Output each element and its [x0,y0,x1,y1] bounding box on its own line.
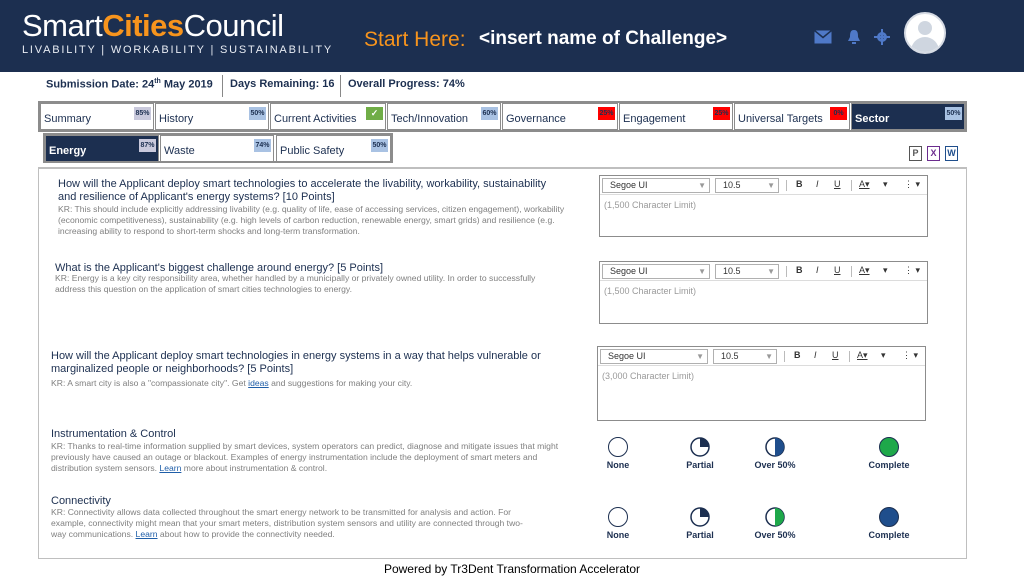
days-remaining: Days Remaining: 16 [230,78,335,90]
more-options-icon[interactable]: ⋮ ▾ [904,179,921,189]
italic-button[interactable]: I [816,179,819,189]
learn-link[interactable]: Learn [135,529,158,539]
tab-progress-badge: 50% [249,107,266,120]
bold-button[interactable]: B [794,350,801,360]
challenge-name[interactable]: <insert name of Challenge> [479,28,728,49]
italic-button[interactable]: I [816,265,819,275]
app-header [0,0,1024,72]
excel-export-icon[interactable]: X [927,146,940,161]
font-color-button[interactable]: A▾ [857,350,868,360]
tab-current-activities[interactable]: Current Activities ✓ [270,103,386,130]
tab-progress-badge: 0% [830,107,847,120]
tab-summary[interactable]: Summary 85% [40,103,154,130]
rating-option-over-50[interactable]: Over 50% [740,437,810,471]
tab-history[interactable]: History 50% [155,103,269,130]
font-size-select[interactable]: 10.5 ▼ [713,349,777,364]
tab-sector[interactable]: Sector 50% [851,103,965,130]
logo-text-cities: Cities [102,8,184,43]
tab-public-safety[interactable]: Public Safety 50% [276,135,391,162]
underline-button[interactable]: U [834,179,841,189]
font-color-button[interactable]: A▾ [859,179,870,189]
rating-title: Instrumentation & Control [51,428,176,440]
answer-editor[interactable] [599,175,928,237]
tab-progress-badge: 85% [134,107,151,120]
underline-button[interactable]: U [832,350,839,360]
user-avatar-icon[interactable] [904,12,946,54]
editor-placeholder: (3,000 Character Limit) [602,371,695,381]
font-family-select[interactable]: Segoe UI ▼ [602,264,710,279]
editor-placeholder: (1,500 Character Limit) [604,286,697,296]
rating-option-none[interactable]: None [583,507,653,541]
question-title: What is the Applicant's biggest challenge around energy? [5 Points] [55,262,384,274]
tab-governance[interactable]: Governance 25% [502,103,618,130]
more-options-icon[interactable]: ⋮ ▾ [902,350,919,360]
chevron-down-icon[interactable]: ▾ [883,265,888,275]
tab-progress-badge: 60% [481,107,498,120]
rating-option-partial[interactable]: Partial [665,437,735,471]
tab-engagement[interactable]: Engagement 25% [619,103,733,130]
rating-option-none[interactable]: None [583,437,653,471]
logo-tagline: LIVABILITY | WORKABILITY | SUSTAINABILITY [22,44,333,56]
answer-editor[interactable] [597,346,926,421]
tab-progress-badge: 25% [713,107,730,120]
footer-powered-by: Powered by Tr3Dent Transformation Accelerator [383,562,641,576]
editor-toolbar [600,176,927,195]
tab-progress-badge: 87% [139,139,156,152]
logo-text-council: Council [183,8,284,43]
question-guidance: KR: Energy is a key city responsibility area, whether handled by a municipally or privately owned utility. In order to successfully address this question on the application of smart cities technologies to energy. [55,273,536,294]
rating-option-over-50[interactable]: Over 50% [740,507,810,541]
answer-editor[interactable] [599,261,928,324]
tab-progress-badge: 50% [371,139,388,152]
tab-waste[interactable]: Waste 74% [160,135,274,162]
question-guidance: KR: This should include explicitly addressing livability (e.g. quality of life, ease of accessing services, citizen engagement), workability (economic competitiveness), sustainability (e.g. high levels of carbon reduction, renewable energy, smart grids) and resilience (e.g. increasing ability to respond to short-term shocks and long-term transformation. [58,204,565,236]
italic-button[interactable]: I [814,350,817,360]
rating-option-complete[interactable]: Complete [854,507,924,541]
bell-icon[interactable] [844,28,864,46]
editor-placeholder: (1,500 Character Limit) [604,200,697,210]
rating-option-partial[interactable]: Partial [665,507,735,541]
rating-option-complete[interactable]: Complete [854,437,924,471]
pdf-export-icon[interactable]: P [909,146,922,161]
font-color-button[interactable]: A▾ [859,265,870,275]
gear-icon[interactable] [872,28,892,46]
editor-toolbar [598,347,925,366]
tab-progress-badge: 25% [598,107,615,120]
chevron-down-icon[interactable]: ▾ [883,179,888,189]
editor-toolbar [600,262,927,281]
tab-universal-targets[interactable]: Universal Targets 0% [734,103,850,130]
check-icon: ✓ [366,107,383,120]
font-family-select[interactable]: Segoe UI ▼ [602,178,710,193]
underline-button[interactable]: U [834,265,841,275]
tab-energy[interactable]: Energy 87% [45,135,159,162]
tab-progress-badge: 74% [254,139,271,152]
tab-tech-innovation[interactable]: Tech/Innovation 60% [387,103,501,130]
font-size-select[interactable]: 10.5 ▼ [715,264,779,279]
logo-text-smart: Smart [22,8,103,43]
smart-cities-council-logo[interactable] [22,9,333,56]
mail-icon[interactable] [813,28,833,46]
ideas-link[interactable]: ideas [248,378,269,388]
chevron-down-icon[interactable]: ▾ [881,350,886,360]
bold-button[interactable]: B [796,179,803,189]
tab-progress-badge: 50% [945,107,962,120]
overall-progress: Overall Progress: 74% [348,78,465,90]
submission-date: Submission Date: 24th May 2019 [46,78,213,91]
rating-guidance: KR: Thanks to real-time information supplied by smart devices, system operators can predict, diagnose and mitigate issues that might previously have caused an outage or blackout. Examples of energy instrumentation include the deployment of smart meters and distribution system sensors. Learn more about instrumentation & control. [51,441,559,473]
word-export-icon[interactable]: W [945,146,958,161]
start-here-label: Start Here: [364,28,466,51]
font-size-select[interactable]: 10.5 ▼ [715,178,779,193]
question-guidance: KR: A smart city is also a "compassionate city". Get ideas and suggestions for making your city. [51,378,413,388]
rating-title: Connectivity [51,495,111,507]
learn-link[interactable]: Learn [159,463,182,473]
font-family-select[interactable]: Segoe UI ▼ [600,349,708,364]
question-title: How will the Applicant deploy smart technologies in energy systems in a way that helps vulnerable or marginalized people or neighborhoods? [5 Points] [51,350,541,375]
rating-guidance: KR: Connectivity allows data collected throughout the smart energy network to be transmitted for analysis and action. For example, connectivity might mean that your smart meters, distribution system sensors and utility are connected through two-way communications. Learn about how to provide the connectivity needed. [51,507,523,539]
bold-button[interactable]: B [796,265,803,275]
question-title: How will the Applicant deploy smart technologies to accelerate the livability, workability, sustainability and resilience of Applicant's energy systems? [10 Points] [58,178,547,203]
more-options-icon[interactable]: ⋮ ▾ [904,265,921,275]
